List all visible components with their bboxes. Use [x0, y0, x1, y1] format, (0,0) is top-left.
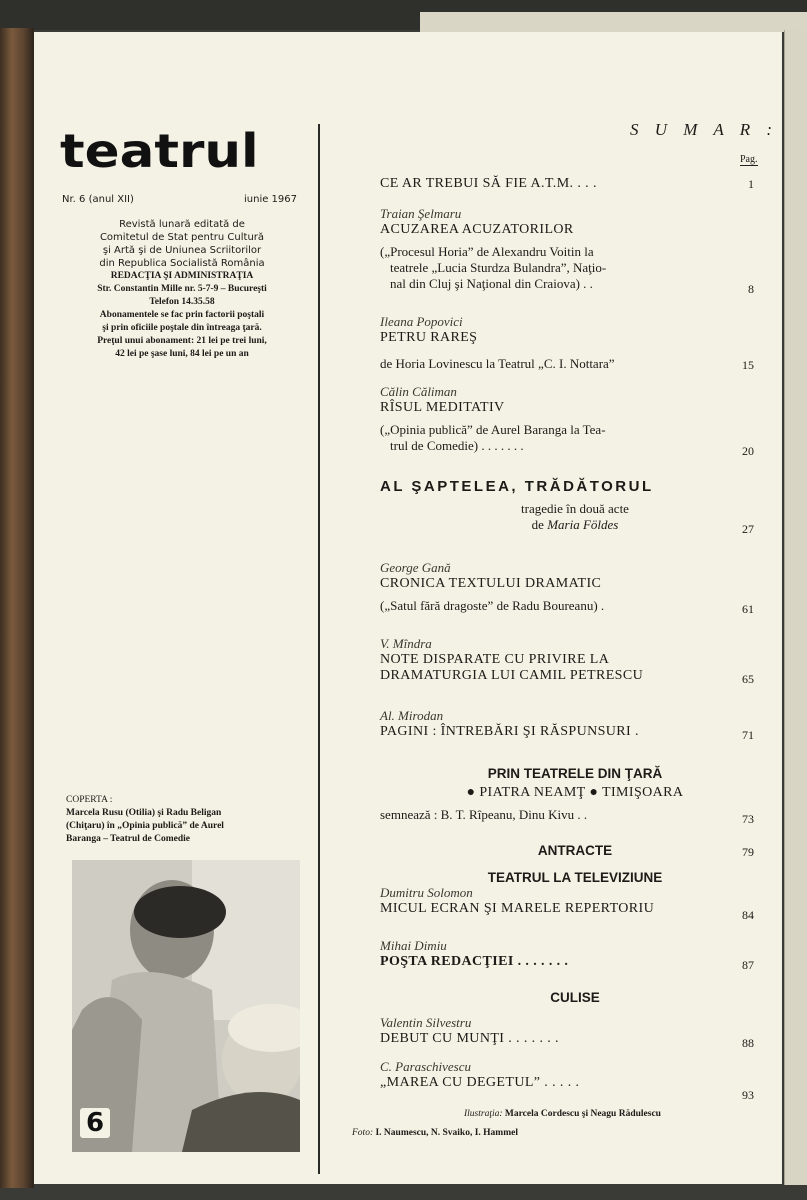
cover-caption — [66, 794, 306, 846]
issue-date: iunie 1967 — [243, 194, 297, 205]
section-title: TEATRUL LA TELEVIZIUNE — [487, 870, 663, 885]
toc-entry — [380, 560, 770, 614]
entry-page: 8 — [748, 282, 754, 296]
issue-row — [62, 194, 297, 205]
entry-page: 20 — [742, 444, 754, 458]
masthead-bold-line: 42 lei pe şase luni, 84 lei pe un an — [115, 349, 249, 359]
entry-subtitle: („Procesul Horia” de Alexandru Voitin la — [380, 244, 594, 259]
entry-subtitle: nal din Cluj şi Naţional din Craiova) . . — [390, 276, 593, 291]
masthead-bold-line: REDACŢIA ŞI ADMINISTRAŢIA — [110, 271, 254, 281]
entry-author: V. Mîndra — [380, 636, 432, 651]
masthead-bold-line: Abonamentele se fac prin factorii poştali — [99, 310, 265, 320]
toc-section — [380, 990, 770, 1102]
entry-title: DEBUT CU MUNŢI . . . . . . . — [380, 1031, 559, 1046]
entry-subtitle: („Opinia publică” de Aurel Baranga la Tea- — [380, 422, 606, 437]
cover-line: Marcela Rusu (Otilia) şi Radu Beligan — [66, 808, 222, 818]
entry-title: AL ŞAPTELEA, TRĂDĂTORUL — [380, 478, 654, 495]
entry-title: ACUZAREA ACUZATORILOR — [380, 222, 574, 237]
cover-heading: COPERTA : — [66, 795, 113, 805]
entry-title: CRONICA TEXTULUI DRAMATIC — [380, 576, 602, 591]
entry-subtitle: („Satul fără dragoste” de Radu Boureanu) . — [380, 598, 605, 613]
credit-names: Marcela Cordescu şi Neagu Rădulescu — [504, 1109, 661, 1119]
entry-page: 93 — [742, 1088, 754, 1102]
cover-line: Baranga – Teatrul de Comedie — [66, 834, 191, 844]
cover-line: (Chiţaru) în „Opinia publică” de Aurel — [66, 821, 224, 831]
masthead-bold-line: şi prin oficiile poştale din întreaga ţară. — [102, 323, 262, 333]
toc-heading: S U M A R : — [630, 120, 779, 139]
entry-page: 65 — [742, 672, 754, 686]
entry-page: 79 — [742, 845, 754, 859]
entry-title: POŞTA REDACŢIEI . . . . . . . — [380, 954, 569, 969]
book-binding — [0, 28, 34, 1188]
entry-page: 84 — [742, 908, 754, 922]
masthead-line: din Republica Socialistă România — [99, 258, 265, 269]
entry-subtitle-line — [380, 517, 770, 533]
masthead-info — [60, 218, 304, 361]
entry-title: DRAMATURGIA LUI CAMIL PETRESCU — [380, 668, 644, 683]
entry-page: 71 — [742, 728, 754, 742]
toc-entry — [380, 175, 770, 192]
page-column-label: Pag. — [740, 154, 758, 165]
entry-author: Călin Căliman — [380, 384, 457, 399]
toc-entry — [380, 314, 770, 372]
entry-author: Al. Mirodan — [380, 708, 444, 723]
entry-subtitle: semnează : B. T. Rîpeanu, Dinu Kivu . . — [380, 807, 588, 822]
section-title: CULISE — [550, 990, 600, 1005]
entry-author: Traian Şelmaru — [380, 206, 462, 221]
entry-title: PAGINI : ÎNTREBĂRI ŞI RĂSPUNSURI . — [380, 724, 639, 739]
masthead-bold-line: Telefon 14.35.58 — [149, 297, 215, 307]
section-cities: ● PIATRA NEAMŢ ● TIMIŞOARA — [466, 785, 684, 800]
entry-subtitle: teatrele „Lucia Sturdza Bulandra”, Naţio- — [390, 260, 607, 275]
entry-subtitle-prefix: de — [531, 517, 548, 532]
entry-author: Ileana Popovici — [380, 314, 463, 329]
entry-page: 73 — [742, 812, 754, 826]
toc-entry — [380, 636, 770, 684]
masthead-bold-line: Preţul unui abonament: 21 lei pe trei luni, — [97, 336, 267, 346]
entry-title: NOTE DISPARATE CU PRIVIRE LA — [380, 652, 610, 667]
entry-title: MICUL ECRAN ŞI MARELE REPERTORIU — [380, 901, 655, 916]
toc-entry — [380, 938, 770, 970]
entry-author: Valentin Silvestru — [380, 1015, 472, 1030]
magazine-logo: teatrul — [60, 124, 259, 178]
section-title: PRIN TEATRELE DIN ŢARĂ — [487, 766, 663, 781]
entry-author: George Gană — [380, 560, 451, 575]
scan-top-paper-strip — [420, 12, 807, 32]
entry-page: 15 — [742, 358, 754, 372]
photo-credit — [352, 1128, 518, 1138]
entry-subtitle: trul de Comedie) . . . . . . . — [390, 438, 524, 453]
column-divider — [318, 124, 320, 1174]
magazine-page — [34, 32, 782, 1184]
masthead-line: Revistă lunară editată de — [119, 219, 245, 230]
masthead-bold-line: Str. Constantin Mille nr. 5-7-9 – Bucureşti — [97, 284, 267, 294]
masthead-line: şi Artă şi de Uniunea Scriitorilor — [102, 245, 262, 256]
entry-title: PETRU RAREŞ — [380, 330, 478, 345]
issue-number: Nr. 6 (anul XII) — [62, 194, 134, 205]
entry-author: C. Paraschivescu — [380, 1059, 471, 1074]
entry-page: 88 — [742, 1036, 754, 1050]
toc-section — [380, 766, 770, 826]
entry-subtitle: tragedie în două acte — [521, 501, 629, 516]
entry-author: Dumitru Solomon — [380, 885, 473, 900]
toc-section — [380, 843, 770, 858]
toc-entry — [380, 384, 770, 458]
section-title: ANTRACTE — [537, 843, 613, 858]
masthead-line: Comitetul de Stat pentru Cultură — [99, 232, 265, 243]
credit-label: Ilustraţia: — [464, 1109, 503, 1119]
entry-title: RÎSUL MEDITATIV — [380, 400, 505, 415]
illustration-credit — [464, 1109, 661, 1119]
entry-author: Maria Földes — [547, 517, 619, 532]
entry-page: 1 — [748, 177, 754, 191]
toc-entry — [380, 708, 770, 740]
toc-entry-featured — [380, 478, 770, 536]
entry-page: 27 — [742, 522, 754, 536]
entry-title: „MAREA CU DEGETUL” . . . . . — [380, 1075, 580, 1090]
toc-entry — [380, 206, 770, 296]
entry-title: CE AR TREBUI SĂ FIE A.T.M. . . . — [380, 176, 597, 191]
cover-issue-number: 6 — [80, 1108, 110, 1138]
credit-names: I. Naumescu, N. Svaiko, I. Hammel — [375, 1128, 518, 1138]
next-page-edge — [784, 30, 807, 1185]
toc-section — [380, 870, 770, 922]
entry-subtitle: de Horia Lovinescu la Teatrul „C. I. Nottara” — [380, 356, 615, 371]
entry-page: 61 — [742, 602, 754, 616]
entry-page: 87 — [742, 958, 754, 972]
entry-author: Mihai Dimiu — [380, 938, 447, 953]
credit-label: Foto: — [352, 1128, 374, 1138]
cover-photo — [72, 860, 300, 1152]
